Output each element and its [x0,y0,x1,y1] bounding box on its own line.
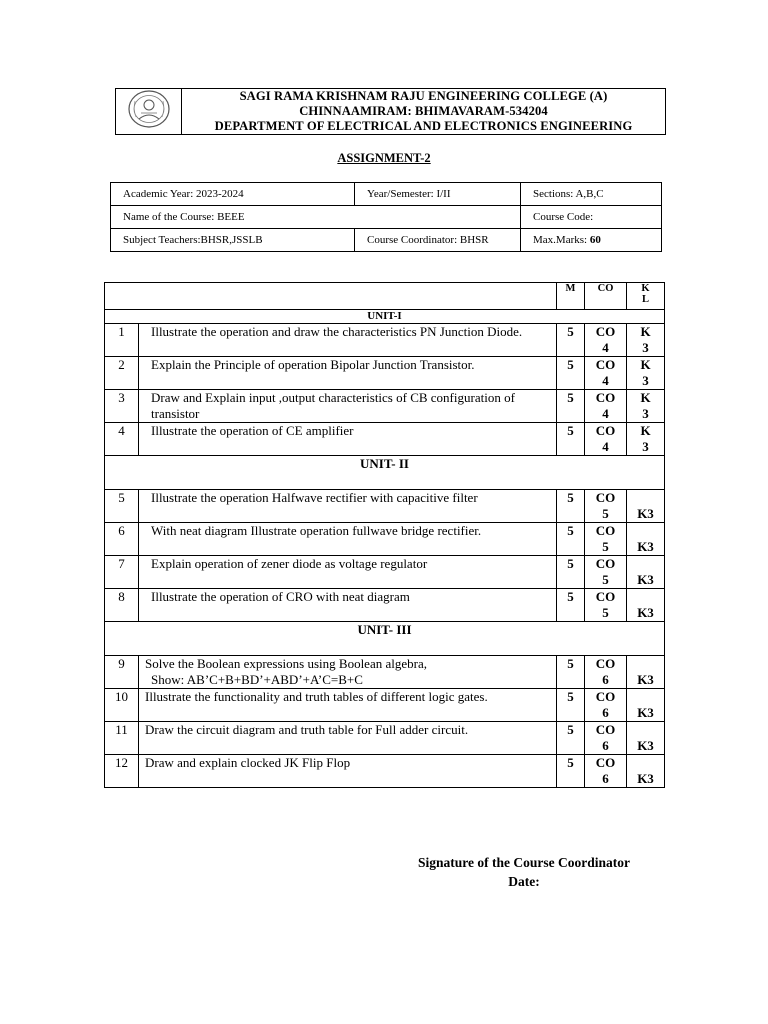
question-number: 8 [105,589,139,622]
question-kl: K3 [627,523,665,556]
question-number: 10 [105,689,139,722]
question-text: Illustrate the operation of CRO with neat diagram [139,589,557,622]
unit-title: UNIT- II [105,456,665,490]
co-header: CO [585,283,627,310]
question-marks: 5 [557,589,585,622]
question-text: With neat diagram Illustrate operation fullwave bridge rectifier. [139,523,557,556]
question-marks: 5 [557,755,585,788]
table-row [105,390,665,423]
college-info [182,89,666,135]
question-co: CO 4 [585,324,627,357]
table-row [105,556,665,589]
question-marks: 5 [557,390,585,423]
signature-label: Signature of the Course Coordinator [418,855,630,870]
question-kl: K3 [627,722,665,755]
unit-row [105,310,665,324]
question-co: CO 6 [585,755,627,788]
question-marks: 5 [557,523,585,556]
question-kl: K3 [627,755,665,788]
question-text: Draw and explain clocked JK Flip Flop [139,755,557,788]
kl-header: K L [627,283,665,310]
question-text: Explain the Principle of operation Bipolar Junction Transistor. [139,357,557,390]
question-marks: 5 [557,357,585,390]
unit-row [105,622,665,656]
course-info-table [110,182,662,252]
table-row [105,423,665,456]
college-address: CHINNAAMIRAM: BHIMAVARAM-534204 [299,104,548,118]
table-header-row [105,283,665,310]
table-row [105,357,665,390]
course-name: Name of the Course: BEEE [111,206,521,229]
question-number: 2 [105,357,139,390]
question-co: CO 4 [585,423,627,456]
table-row [105,523,665,556]
date-label: Date: [508,874,540,889]
course-code: Course Code: [521,206,662,229]
question-text: Draw and Explain input ,output characteristics of CB configuration of transistor [139,390,557,423]
question-text: Illustrate the operation and draw the characteristics PN Junction Diode. [139,324,557,357]
question-marks: 5 [557,556,585,589]
question-marks: 5 [557,689,585,722]
table-row [105,490,665,523]
question-kl: K3 [627,490,665,523]
question-text: Illustrate the operation of CE amplifier [139,423,557,456]
question-number: 1 [105,324,139,357]
question-number: 5 [105,490,139,523]
table-row [105,656,665,689]
question-text: Illustrate the operation Halfwave rectifier with capacitive filter [139,490,557,523]
signature-block [400,853,648,891]
question-text: Explain operation of zener diode as voltage regulator [139,556,557,589]
question-text: Draw the circuit diagram and truth table for Full adder circuit. [139,722,557,755]
unit-title: UNIT-I [105,310,665,324]
college-name: SAGI RAMA KRISHNAM RAJU ENGINEERING COLLEGE (A) [239,89,608,103]
table-row [105,755,665,788]
question-text: Illustrate the functionality and truth tables of different logic gates. [139,689,557,722]
year-semester: Year/Semester: I/II [355,183,521,206]
max-marks-label: Max.Marks: [533,234,588,246]
question-kl: K3 [627,589,665,622]
department-name: DEPARTMENT OF ELECTRICAL AND ELECTRONICS ENGINEERING [214,119,633,133]
sections: Sections: A,B,C [521,183,662,206]
question-kl: K 3 [627,324,665,357]
unit-row [105,456,665,490]
question-marks: 5 [557,490,585,523]
academic-year: Academic Year: 2023-2024 [111,183,355,206]
unit-title: UNIT- III [105,622,665,656]
question-number: 3 [105,390,139,423]
college-header [115,88,666,135]
question-number: 7 [105,556,139,589]
question-co: CO 5 [585,523,627,556]
question-number: 4 [105,423,139,456]
question-kl: K3 [627,656,665,689]
question-kl: K3 [627,556,665,589]
question-number: 6 [105,523,139,556]
question-kl: K 3 [627,423,665,456]
question-co: CO 5 [585,589,627,622]
questions-table [104,282,665,788]
question-co: CO 4 [585,357,627,390]
table-row [105,589,665,622]
table-row [105,722,665,755]
question-co: CO 5 [585,490,627,523]
question-co: CO 6 [585,689,627,722]
question-co: CO 5 [585,556,627,589]
question-number: 9 [105,656,139,689]
question-co: CO 6 [585,722,627,755]
question-kl: K 3 [627,390,665,423]
marks-header: M [557,283,585,310]
question-text-line: Solve the Boolean expressions using Boolean algebra, [145,656,427,671]
question-kl: K3 [627,689,665,722]
question-text [139,656,557,689]
max-marks [521,229,662,252]
question-number: 11 [105,722,139,755]
assignment-title: ASSIGNMENT-2 [337,151,431,165]
question-marks: 5 [557,423,585,456]
question-co: CO 4 [585,390,627,423]
header-blank [105,283,557,310]
college-logo [116,89,182,135]
course-coordinator: Course Coordinator: BHSR [355,229,521,252]
question-number: 12 [105,755,139,788]
table-row [105,689,665,722]
question-marks: 5 [557,656,585,689]
table-row [105,324,665,357]
max-marks-value: 60 [589,234,601,246]
question-co: CO 6 [585,656,627,689]
question-marks: 5 [557,324,585,357]
college-seal-icon [127,89,171,129]
question-text-line: Show: AB’C+B+BD’+ABD’+A’C=B+C [151,672,363,687]
question-marks: 5 [557,722,585,755]
subject-teachers: Subject Teachers:BHSR,JSSLB [111,229,355,252]
question-kl: K 3 [627,357,665,390]
